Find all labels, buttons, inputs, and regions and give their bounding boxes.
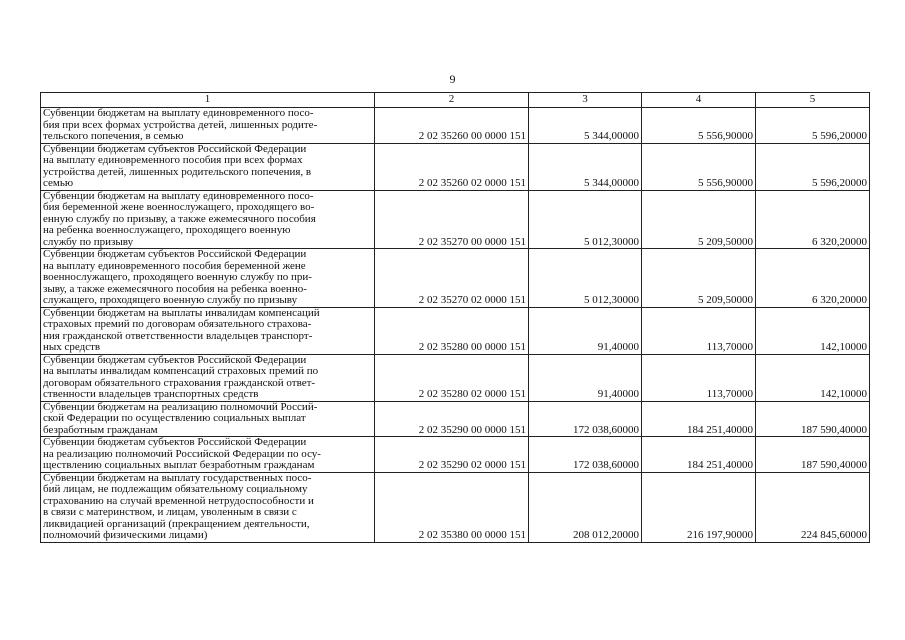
budget-classification-code: 2 02 35260 00 0000 151: [375, 108, 529, 144]
column-header-4: 4: [642, 93, 756, 108]
description-line: Субвенции бюджетам на выплату государственных посо-: [43, 471, 312, 484]
header-row: [41, 93, 870, 108]
budget-classification-code: 2 02 35270 00 0000 151: [375, 190, 529, 249]
table-row: [41, 437, 870, 473]
budget-table: [40, 92, 870, 543]
amount-col-5: 6 320,20000: [756, 190, 870, 249]
page-number: 9: [449, 72, 456, 86]
description-line: бия беременной жене военнослужащего, проходящего во-: [43, 201, 315, 213]
description-line: в связи с материнством, и лицам, уволенным в связи с: [43, 506, 297, 518]
amount-col-4: 184 251,40000: [642, 437, 756, 473]
description-line: зыву, а также ежемесячного пособия на ребенка военно-: [43, 282, 307, 295]
row-description: [41, 307, 375, 354]
description-line: военнослужащего, проходящего военную службу по при-: [43, 271, 312, 283]
description-line: полномочий физическими лицами): [43, 529, 208, 541]
amount-col-4: 5 556,90000: [642, 143, 756, 190]
description-line: страхованию на случай временной нетрудоспособности и: [43, 494, 314, 507]
row-description: [41, 190, 375, 249]
description-line: Субвенции бюджетам на выплату единовременного посо-: [43, 107, 314, 119]
budget-classification-code: 2 02 35270 02 0000 151: [375, 249, 529, 308]
amount-col-4: 5 209,50000: [642, 190, 756, 249]
row-description: [41, 354, 375, 401]
amount-col-5: 5 596,20000: [756, 108, 870, 144]
amount-col-3: 208 012,20000: [529, 472, 642, 542]
row-description: [41, 472, 375, 542]
amount-col-3: 5 344,00000: [529, 143, 642, 190]
description-line: семью: [43, 177, 74, 189]
table-row: [41, 143, 870, 190]
amount-col-3: 172 038,60000: [529, 437, 642, 473]
row-description: [41, 143, 375, 190]
table-row: [41, 307, 870, 354]
description-line: Субвенции бюджетам субъектов Российской Федерации: [43, 436, 307, 448]
amount-col-3: 91,40000: [529, 354, 642, 401]
amount-col-3: 5 012,30000: [529, 249, 642, 308]
amount-col-3: 5 344,00000: [529, 108, 642, 144]
budget-classification-code: 2 02 35280 00 0000 151: [375, 307, 529, 354]
amount-col-4: 184 251,40000: [642, 401, 756, 437]
row-description: [41, 401, 375, 437]
description-line: служащего, проходящего военную службу по призыву: [43, 294, 298, 306]
description-line: Субвенции бюджетам субъектов Российской Федерации: [43, 353, 307, 366]
amount-col-5: 187 590,40000: [756, 437, 870, 473]
description-line: тельского попечения, в семью: [43, 130, 184, 142]
description-line: службу по призыву: [43, 235, 134, 248]
column-header-1: 1: [41, 93, 375, 108]
budget-classification-code: 2 02 35260 02 0000 151: [375, 143, 529, 190]
description-line: бий лицам, не подлежащим обязательному социальному: [43, 483, 308, 495]
description-line: безработным гражданам: [43, 423, 158, 436]
description-line: ществлению социальных выплат безработным гражданам: [43, 459, 315, 471]
description-line: устройства детей, лишенных родительского попечения, в: [43, 165, 312, 178]
amount-col-4: 216 197,90000: [642, 472, 756, 542]
description-line: на выплату единовременного пособия при всех формах: [43, 154, 303, 166]
table-row: [41, 354, 870, 401]
amount-col-4: 5 556,90000: [642, 108, 756, 144]
budget-classification-code: 2 02 35290 02 0000 151: [375, 437, 529, 473]
amount-col-5: 142,10000: [756, 354, 870, 401]
amount-col-3: 5 012,30000: [529, 190, 642, 249]
amount-col-3: 91,40000: [529, 307, 642, 354]
table-row: [41, 108, 870, 144]
description-line: ния гражданской ответственности владельцев транспорт-: [43, 329, 313, 342]
budget-classification-code: 2 02 35380 00 0000 151: [375, 472, 529, 542]
budget-classification-code: 2 02 35290 00 0000 151: [375, 401, 529, 437]
description-line: Субвенции бюджетам субъектов Российской Федерации: [43, 248, 307, 260]
amount-col-5: 5 596,20000: [756, 143, 870, 190]
row-description: [41, 249, 375, 308]
description-line: Субвенции бюджетам на выплаты инвалидам компенсаций: [43, 306, 320, 319]
amount-col-5: 6 320,20000: [756, 249, 870, 308]
amount-col-3: 172 038,60000: [529, 401, 642, 437]
table-row: [41, 472, 870, 542]
amount-col-5: 224 845,60000: [756, 472, 870, 542]
budget-classification-code: 2 02 35280 02 0000 151: [375, 354, 529, 401]
column-header-3: 3: [529, 93, 642, 108]
description-line: ственности владельцев транспортных средств: [43, 388, 259, 400]
row-description: [41, 108, 375, 144]
table-row: [41, 401, 870, 437]
description-line: бия при всех формах устройства детей, лишенных родите-: [43, 118, 318, 131]
description-line: енную службу по призыву, а также ежемесячного пособия: [43, 212, 316, 225]
description-line: страховых премий по договорам обязательного страхова-: [43, 318, 312, 330]
description-line: Субвенции бюджетам на выплату единовременного посо-: [43, 189, 314, 202]
description-line: ликвидацией организаций (прекращением деятельности,: [43, 517, 310, 530]
description-line: Субвенции бюджетам субъектов Российской Федерации: [43, 142, 307, 155]
amount-col-5: 187 590,40000: [756, 401, 870, 437]
amount-col-4: 113,70000: [642, 354, 756, 401]
description-line: на ребенка военнослужащего, проходящего военную: [43, 224, 291, 236]
description-line: на реализацию полномочий Российской Федерации по осу-: [43, 447, 321, 460]
amount-col-5: 142,10000: [756, 307, 870, 354]
description-line: ных средств: [43, 341, 101, 353]
amount-col-4: 113,70000: [642, 307, 756, 354]
description-line: Субвенции бюджетам на реализацию полномочий Россий-: [43, 400, 318, 413]
amount-col-4: 5 209,50000: [642, 249, 756, 308]
budget-table-body: [41, 93, 870, 543]
description-line: договорам обязательного страхования гражданской ответ-: [43, 376, 316, 389]
column-header-2: 2: [375, 93, 529, 108]
description-line: на выплаты инвалидам компенсаций страховых премий по: [43, 365, 319, 377]
row-description: [41, 437, 375, 473]
description-line: ской Федерации по осуществлению социальных выплат: [43, 412, 306, 424]
description-line: на выплату единовременного пособия беременной жене: [43, 259, 306, 272]
table-row: [41, 249, 870, 308]
column-header-5: 5: [756, 93, 870, 108]
table-row: [41, 190, 870, 249]
